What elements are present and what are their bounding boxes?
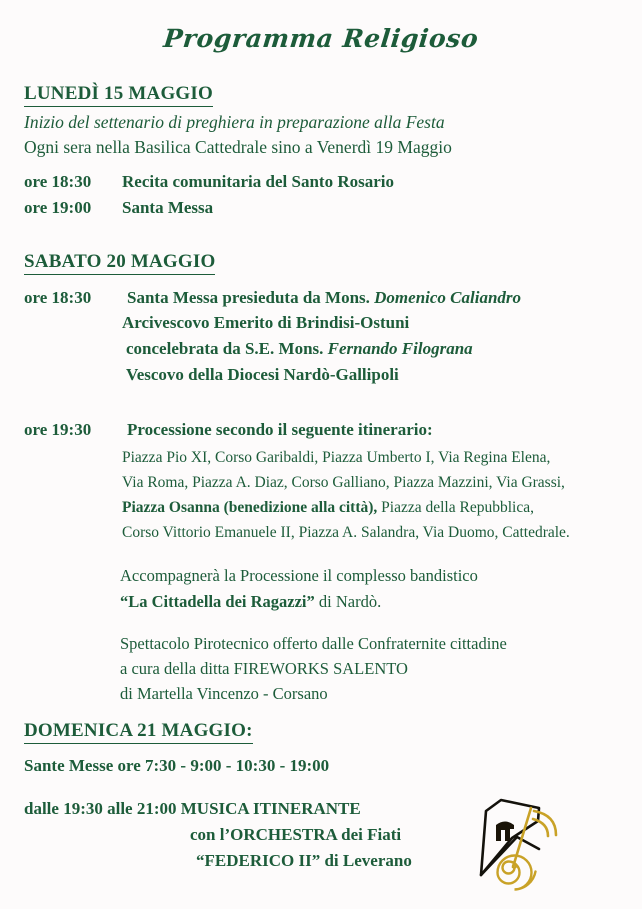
band-origin: di Nardò.: [314, 592, 382, 611]
music-line-2: con l’ORCHESTRA dei Fiati: [190, 825, 402, 844]
band-line-1: Accompagnerà la Processione il complesso bandistico: [120, 566, 478, 585]
music-line-1: dalle 19:30 alle 21:00 MUSICA ITINERANTE: [24, 799, 361, 818]
page-title: Programma Religioso: [162, 24, 480, 53]
saturday-heading: SABATO 20 MAGGIO: [24, 252, 215, 275]
music-line-3: “FEDERICO II” di Leverano: [196, 851, 412, 870]
monday-event-1-time: ore 18:30: [24, 172, 92, 191]
saturday-mass-time: ore 18:30: [24, 288, 92, 307]
saturday-mass-celebrant-name: Domenico Caliandro: [374, 288, 522, 307]
monday-event-2-text: Santa Messa: [122, 198, 214, 217]
fireworks-line-1: Spettacolo Pirotecnico offerto dalle Confraternite cittadine: [120, 634, 507, 653]
monday-event-1-text: Recita comunitaria del Santo Rosario: [122, 172, 394, 191]
fireworks-line-3: di Martella Vincenzo - Corsano: [120, 684, 328, 703]
sunday-masses: Sante Messe ore 7:30 - 9:00 - 10:30 - 19:00: [24, 756, 330, 775]
monday-heading-wrap: [24, 84, 213, 107]
procession-time: ore 19:30: [24, 420, 92, 439]
itinerary-line-3-bold: Piazza Osanna (benedizione alla città),: [122, 499, 378, 516]
itinerary-line-1: Piazza Pio XI, Corso Garibaldi, Piazza Umberto I, Via Regina Elena,: [122, 449, 551, 466]
orchestra-logo: [455, 775, 575, 895]
monday-heading: LUNEDÌ 15 MAGGIO: [24, 84, 213, 107]
band-line-2: [120, 590, 381, 614]
logo-gold-spiral: [498, 856, 536, 890]
sunday-heading-wrap: [24, 721, 253, 744]
fireworks-line-2: a cura della ditta FIREWORKS SALENTO: [120, 659, 408, 678]
procession-title: Processione secondo il seguente itinerario:: [127, 420, 433, 439]
saturday-concelebrant-name: Fernando Filograna: [327, 339, 473, 358]
monday-event-2-time: ore 19:00: [24, 198, 92, 217]
saturday-mass-line-4: Vescovo della Diocesi Nardò-Gallipoli: [126, 365, 399, 384]
monday-event-1: [24, 170, 394, 193]
band-name: “La Cittadella dei Ragazzi”: [120, 592, 315, 611]
saturday-mass-line-1: [24, 286, 521, 309]
saturday-mass-line-3: [126, 337, 473, 360]
itinerary-line-3-post: Piazza della Repubblica,: [377, 499, 534, 516]
monday-line-plain: Ogni sera nella Basilica Cattedrale sino a Venerdì 19 Maggio: [24, 137, 452, 157]
itinerary-line-3: [122, 496, 534, 520]
saturday-heading-wrap: [24, 252, 215, 275]
monday-event-2: [24, 196, 213, 219]
itinerary-line-2: Via Roma, Piazza A. Diaz, Corso Galliano, Piazza Mazzini, Via Grassi,: [122, 474, 565, 491]
procession-header: [24, 418, 433, 441]
saturday-mass-text: Santa Messa presieduta da Mons.: [127, 288, 375, 307]
saturday-concelebrant-text: concelebrata da S.E. Mons.: [126, 339, 328, 358]
sunday-heading: DOMENICA 21 MAGGIO:: [24, 721, 253, 744]
monday-line-italic: Inizio del settenario di preghiera in preparazione alla Festa: [24, 112, 445, 132]
saturday-mass-line-2: Arcivescovo Emerito di Brindisi-Ostuni: [122, 313, 410, 332]
itinerary-line-4: Corso Vittorio Emanuele II, Piazza A. Salandra, Via Duomo, Cattedrale.: [122, 524, 570, 541]
